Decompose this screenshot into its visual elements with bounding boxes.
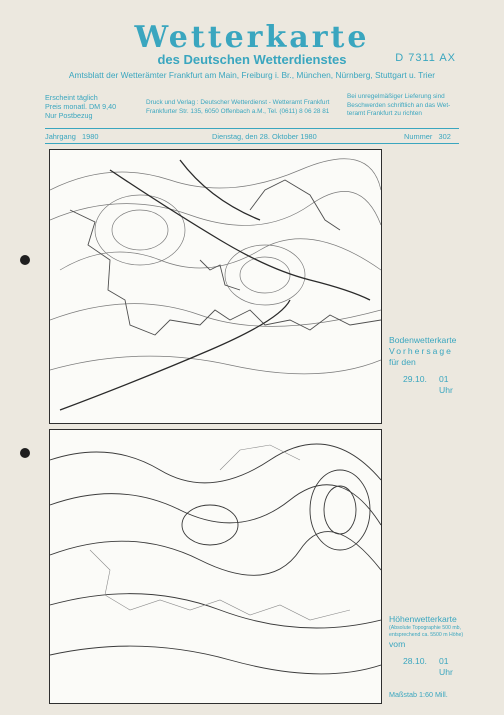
upper-air-weather-map	[49, 429, 382, 704]
number-value: 302	[438, 132, 451, 141]
masthead-title: Wetterkarte	[134, 20, 370, 55]
publisher-line: Druck und Verlag : Deutscher Wetterdienst - Wetteramt Frankfurt	[146, 99, 330, 106]
divider-top	[45, 128, 459, 129]
volume-info	[45, 132, 98, 141]
complaint-info	[347, 93, 450, 119]
complaint-line: teramt Frankfurt zu richten	[347, 110, 422, 117]
publisher-line: Frankfurter Str. 135, 6050 Offenbach a.M., Tel. (0611) 8 06 28 81	[146, 107, 330, 115]
complaint-line: Bei unregelmäßiger Lieferung sind	[347, 93, 445, 100]
volume-label: Jahrgang	[45, 132, 76, 141]
punch-hole	[20, 255, 30, 265]
surface-map-caption	[389, 335, 459, 395]
masthead-subtitle: des Deutschen Wetterdienstes	[157, 52, 347, 67]
publisher-info	[146, 99, 329, 116]
complaint-line: Beschwerden schriftlich an das Wet-	[347, 101, 451, 109]
surface-map-time: 01 Uhr	[439, 374, 453, 395]
surface-map-for-label: für den	[389, 357, 416, 367]
punch-hole	[20, 448, 30, 458]
subscription-info	[45, 93, 116, 120]
issue-date: Dienstag, den 28. Oktober 1980	[212, 132, 317, 141]
surface-map-drawing	[50, 150, 381, 423]
official-gazette-line: Amtsblatt der Wetterämter Frankfurt am Main, Freiburg i. Br., München, Nürnberg, Stuttgart u. Trier	[68, 70, 436, 80]
upper-air-map-from-label: vom	[389, 639, 406, 649]
map-scale: Maßstab 1:60 Mill.	[389, 690, 448, 699]
upper-air-map-title: Höhenwetterkarte	[389, 614, 457, 624]
upper-air-map-validity	[389, 656, 459, 677]
surface-map-title: Bodenwetterkarte	[389, 335, 457, 345]
publication-code: D 7311 AX	[395, 52, 456, 64]
number-label: Nummer	[404, 132, 433, 141]
volume-year: 1980	[82, 132, 99, 141]
issue-number	[404, 132, 451, 141]
upper-air-map-time: 01 Uhr	[439, 656, 453, 677]
subscription-line: Nur Postbezug	[45, 111, 93, 120]
upper-air-map-drawing	[50, 430, 381, 703]
subscription-line: Preis monatl. DM 9,40	[45, 102, 117, 111]
upper-air-map-caption	[389, 614, 464, 677]
upper-air-map-note: (Absolute Topographie 500 mb,	[389, 625, 462, 631]
divider-bottom	[45, 143, 459, 144]
upper-air-map-date: 28.10.	[403, 656, 427, 666]
surface-map-validity	[389, 374, 459, 395]
subscription-line: Erscheint täglich	[45, 93, 98, 102]
upper-air-map-note: entsprechend ca. 5500 m Höhe)	[389, 632, 464, 638]
surface-map-date: 29.10.	[403, 374, 427, 384]
surface-map-forecast-label: Vorhersage	[389, 346, 453, 356]
surface-weather-map	[49, 149, 382, 424]
